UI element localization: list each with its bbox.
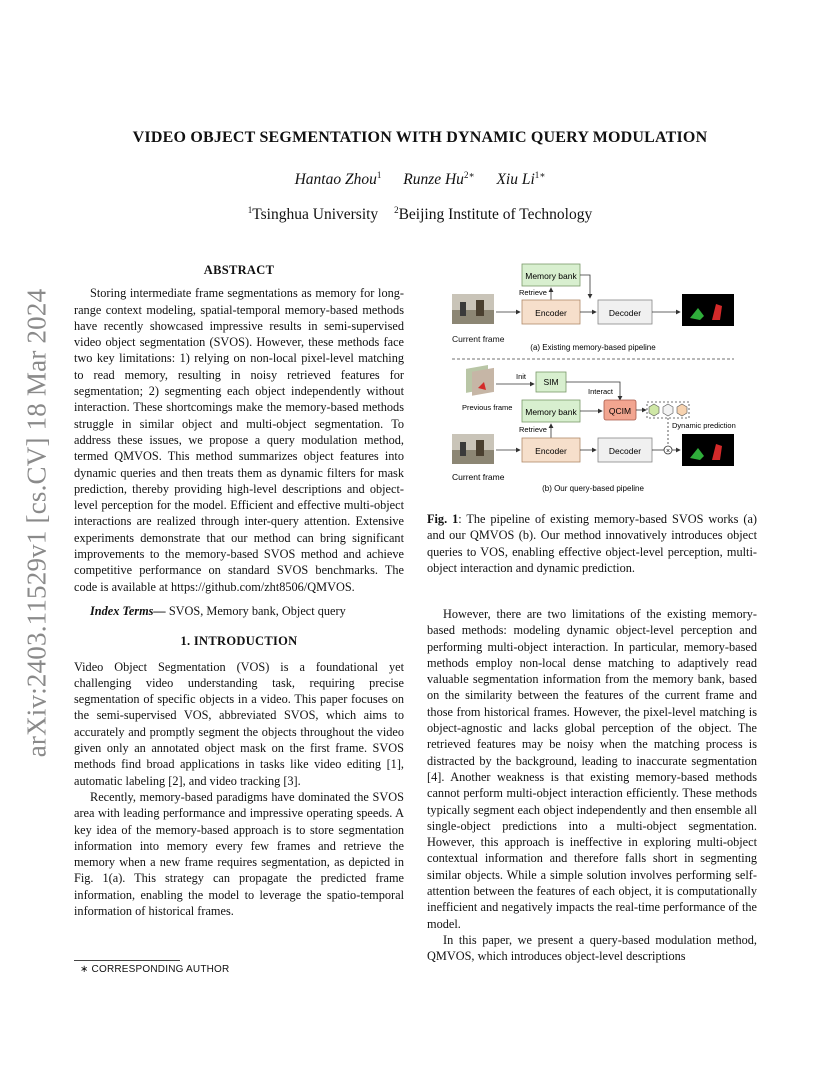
abstract-heading: ABSTRACT [203,263,275,277]
decoder-label-top: Decoder [608,308,642,318]
caption-a: (a) Existing memory-based pipeline [530,343,656,352]
figure-caption-body: : The pipeline of existing memory-based SVOS works (a) and our QMVOS (b). Our method innovatively introduces object queries to VOS, enabling effective object-level perception, multi-object interaction and dynamic prediction. [427,512,757,575]
author [403,171,474,188]
arxiv-identifier: arXiv:2403.11529v1 [cs.CV] 18 Mar 2024 [21,288,52,758]
author [295,171,382,188]
previous-frame-image [466,365,494,396]
retrieve-label-top: Retrieve [519,288,547,297]
memory-to-decoder-arrow-top [580,275,590,298]
encoder-label-top: Encoder [535,308,567,318]
right-paragraph-2: In this paper, we present a query-based modulation method, QMVOS, which introduces object-level descriptions [427,932,757,964]
intro-heading: 1. INTRODUCTION [180,634,298,649]
current-frame-image-top [452,294,494,324]
current-frame-image-bottom [452,434,494,464]
init-label: Init [516,372,527,381]
right-paragraph-1: However, there are two limitations of the existing memory-based methods: modeling dynamic object-level perception and performing multi-object interaction. In particular, memory-based methods employ non-local dense matching to adaptively read valuable segmentation information from the memory bank, based on the similarity between the features of the current frame and those from historical frames. However, the pixel-level matching is object-agnostic and lacks global perception of the object. The retrieved features may be noisy when the matching process is distracted by the background, leading to inaccurate segmentation [4]. Another weakness is that existing memory-based methods cannot perform multi-object interaction efficiently. These methods typically segment each object independently and then ensemble all single-object predictions into a multi-object segmentation. However, this approach is ineffective in exploring multi-object contextual information and therefore falls short in segmenting similar objects. While a simple solution involves performing self-attention between the features of each object, it is computationally inefficient and negatively impacts the real-time performance of the model. [427,607,757,931]
affiliation [248,206,378,223]
object-queries [647,402,689,418]
retrieve-label-bottom: Retrieve [519,425,547,434]
qcim-label: QCIM [608,406,632,416]
author-name: Runze Hu [403,171,464,189]
pipeline-figure [448,258,738,498]
sim-label: SIM [543,377,559,387]
affiliation [394,206,592,223]
figure-caption [427,511,757,576]
affiliation-superscript: 1 [247,205,253,215]
interact-label: Interact [588,387,614,396]
author-superscript: 1 [376,170,382,180]
abstract-text: Storing intermediate frame segmentations as memory for long-range context modeling, spatial-temporal memory-based methods have recently showcased impressive results in semi-supervised video object segmentation (SVOS). However, these methods face two key limitations: 1) relying on non-local pixel-level matching to read memory, resulting in noisy retrieved features for segmentation; 2) segmenting each object independently without interaction. These shortcomings make the memory-based methods struggle in similar object and multi-object segmentation. To address these issues, we propose a query modulation method, termed QMVOS. This method summarizes object features into dynamic queries and then treats them as dynamic filters for mask prediction, thereby providing high-level descriptions and object-level perception for the model. Efficient and effective multi-object interactions are realized through inter-query attention. Extensive experiments demonstrate that our method can bring significant improvements to the memory-based SVOS method and achieve competitive performance on standard SVOS benchmarks. The code is available at https://github.com/zht8506/QMVOS. [74,286,404,594]
affiliation-name: Tsinghua University [252,206,379,224]
caption-b: (b) Our query-based pipeline [542,484,644,493]
previous-frame-label: Previous frame [462,403,513,412]
memory-bank-label-bottom: Memory bank [525,407,577,417]
affiliation-list [80,205,760,224]
mask-output-bottom [682,434,734,466]
author-name: Xiu Li [496,171,535,189]
memory-bank-label-top: Memory bank [525,271,577,281]
decoder-label-bottom: Decoder [608,446,642,456]
arxiv-sidebar [10,278,64,768]
index-terms [74,603,404,619]
svg-text:×: × [665,448,671,455]
existing-pipeline [452,264,734,352]
affiliation-superscript: 2 [394,205,399,215]
intro-paragraph-2: Recently, memory-based paradigms have dominated the SVOS area with leading performance and impressive operating speeds. A key idea of the memory-based approach is to store segmentation information into memory every few frames and retrieve the memory when a new frame requires segmentation, as depicted in Fig. 1(a). This strategy can propagate the predicted frame information, enabling the model to leverage the spatio-temporal information of historical frames. [74,789,404,918]
query-pipeline [452,365,736,493]
encoder-label-bottom: Encoder [535,446,567,456]
index-terms-value: SVOS, Memory bank, Object query [168,603,346,618]
corresponding-author-footnote: ∗ CORRESPONDING AUTHOR [80,964,230,975]
author-superscript: 2∗ [463,170,475,180]
author-superscript: 1∗ [534,170,546,180]
dynamic-prediction-label: Dynamic prediction [672,421,736,430]
author [496,171,545,188]
right-column [427,606,757,965]
footnote-divider [74,960,180,961]
multiply-icon [664,446,672,455]
paper-title: VIDEO OBJECT SEGMENTATION WITH DYNAMIC QUERY MODULATION [132,129,708,146]
index-terms-label: Index Terms— [90,603,166,618]
current-frame-label-bottom: Current frame [452,472,505,482]
intro-paragraph-1: Video Object Segmentation (VOS) is a foundational yet challenging video understanding task, requiring precise segmentation of specific objects in a video. This paper focuses on the semi-supervised VOS, abbreviated SVOS, which aims to accurately and promptly segment the objects throughout the video given only an annotated object mask on the first frame. SVOS methods find broad applications in tasks like video editing [1], automatic labeling [2], and video tracking [3]. [74,659,404,788]
current-frame-label-top: Current frame [452,334,505,344]
pipeline-diagram [448,258,738,498]
author-name: Hantao Zhou [294,171,377,189]
affiliation-name: Beijing Institute of Technology [398,206,593,224]
figure-caption-label: Fig. 1 [427,512,459,526]
author-list [80,170,760,189]
mask-output-top [682,294,734,326]
left-column [74,262,404,919]
figure-caption-text [427,511,757,576]
